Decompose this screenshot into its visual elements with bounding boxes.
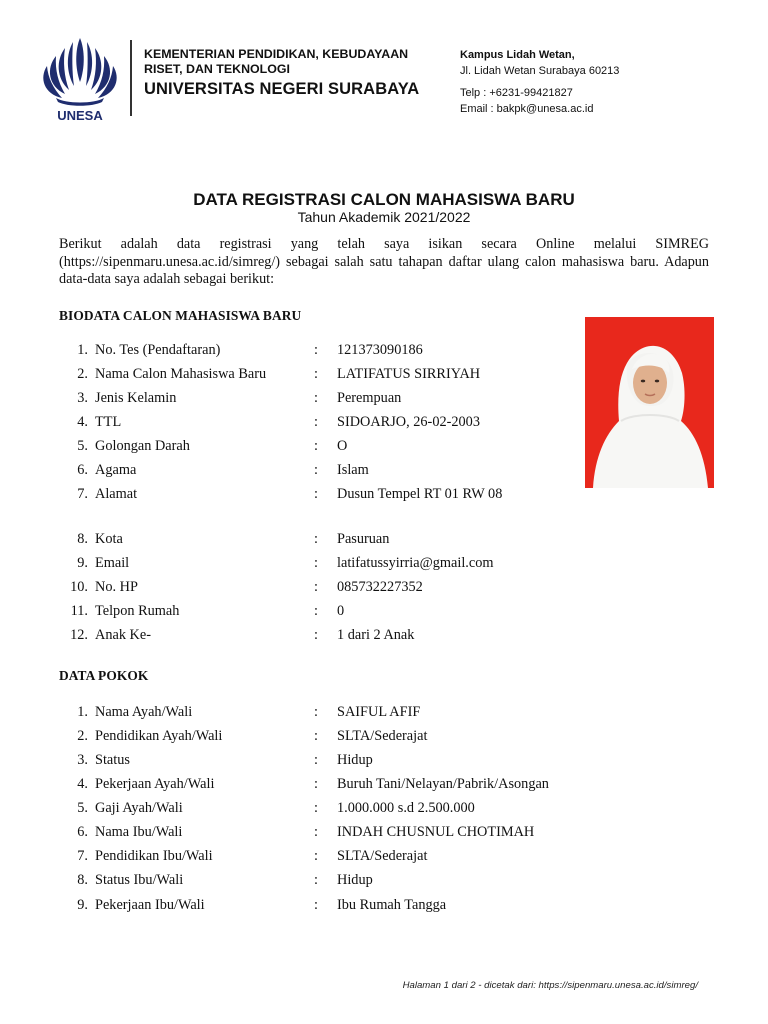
field-separator: : bbox=[314, 752, 318, 768]
field-value: Perempuan bbox=[337, 390, 402, 406]
field-separator: : bbox=[314, 486, 318, 502]
row-number: 5. bbox=[77, 800, 88, 816]
field-label: Status Ibu/Wali bbox=[95, 872, 184, 888]
row-number: 10. bbox=[70, 579, 88, 595]
field-separator: : bbox=[314, 531, 318, 547]
campus-name: Kampus Lidah Wetan, bbox=[460, 49, 575, 61]
row-number: 2. bbox=[77, 366, 88, 382]
field-value: Hidup bbox=[337, 752, 373, 768]
data-pokok-heading: DATA POKOK bbox=[59, 668, 149, 683]
field-label: Kota bbox=[95, 531, 123, 547]
biodata-heading: BIODATA CALON MAHASISWA BARU bbox=[59, 308, 302, 323]
field-separator: : bbox=[314, 390, 318, 406]
row-number: 3. bbox=[77, 390, 88, 406]
row-number: 7. bbox=[77, 486, 88, 502]
unesa-emblem-icon bbox=[36, 32, 124, 124]
field-value: 085732227352 bbox=[337, 579, 423, 595]
campus-phone: Telp : +6231-99421827 bbox=[460, 87, 573, 99]
campus-email: Email : bakpk@unesa.ac.id bbox=[460, 103, 594, 115]
field-separator: : bbox=[314, 366, 318, 382]
header-divider bbox=[130, 40, 132, 116]
field-value: Pasuruan bbox=[337, 531, 390, 547]
row-number: 8. bbox=[77, 872, 88, 888]
field-label: Email bbox=[95, 555, 130, 571]
field-value: INDAH CHUSNUL CHOTIMAH bbox=[337, 824, 535, 840]
field-label: No. HP bbox=[95, 579, 138, 595]
page-footer: Halaman 1 dari 2 - dicetak dari: https://sipenmaru.unesa.ac.id/simreg/ bbox=[402, 980, 698, 991]
field-value: 121373090186 bbox=[337, 342, 423, 358]
field-label: Pekerjaan Ibu/Wali bbox=[95, 897, 205, 913]
field-value: 0 bbox=[337, 603, 345, 619]
field-separator: : bbox=[314, 728, 318, 744]
table-row bbox=[0, 414, 768, 434]
table-row bbox=[0, 728, 768, 748]
field-label: Pendidikan Ibu/Wali bbox=[95, 848, 213, 864]
document-subtitle: Tahun Akademik 2021/2022 bbox=[297, 209, 471, 225]
row-number: 2. bbox=[77, 728, 88, 744]
field-value: Ibu Rumah Tangga bbox=[337, 897, 447, 913]
logo-text: UNESA bbox=[57, 108, 103, 123]
field-label: Nama Ibu/Wali bbox=[95, 824, 183, 840]
field-separator: : bbox=[314, 800, 318, 816]
table-row bbox=[0, 848, 768, 868]
field-value: SLTA/Sederajat bbox=[337, 848, 428, 864]
field-value: SAIFUL AFIF bbox=[337, 704, 421, 720]
field-label: Alamat bbox=[95, 486, 138, 502]
field-label: Jenis Kelamin bbox=[95, 390, 177, 406]
field-separator: : bbox=[314, 342, 318, 358]
table-row bbox=[0, 704, 768, 724]
row-number: 6. bbox=[77, 824, 88, 840]
campus-contact bbox=[460, 47, 619, 117]
table-row bbox=[0, 627, 768, 647]
table-row bbox=[0, 555, 768, 575]
table-row bbox=[0, 486, 768, 506]
table-row bbox=[0, 438, 768, 458]
table-row bbox=[0, 752, 768, 772]
field-value: SIDOARJO, 26-02-2003 bbox=[337, 414, 480, 430]
field-separator: : bbox=[314, 462, 318, 478]
field-label: Agama bbox=[95, 462, 137, 478]
field-separator: : bbox=[314, 897, 318, 913]
table-row bbox=[0, 342, 768, 362]
row-number: 7. bbox=[77, 848, 88, 864]
field-label: No. Tes (Pendaftaran) bbox=[95, 342, 221, 358]
field-value: Buruh Tani/Nelayan/Pabrik/Asongan bbox=[337, 776, 549, 792]
table-row bbox=[0, 579, 768, 599]
ministry-name: KEMENTERIAN PENDIDIKAN, KEBUDAYAAN RISET, DAN TEKNOLOGI bbox=[144, 47, 409, 76]
row-number: 11. bbox=[70, 603, 88, 619]
field-label: Status bbox=[95, 752, 130, 768]
table-row bbox=[0, 776, 768, 796]
table-row bbox=[0, 390, 768, 410]
field-separator: : bbox=[314, 555, 318, 571]
row-number: 9. bbox=[77, 897, 88, 913]
field-label: Anak Ke- bbox=[95, 627, 151, 643]
campus-address: Jl. Lidah Wetan Surabaya 60213 bbox=[460, 65, 620, 77]
table-row bbox=[0, 897, 768, 917]
field-label: Pekerjaan Ayah/Wali bbox=[95, 776, 215, 792]
field-value: LATIFATUS SIRRIYAH bbox=[337, 366, 481, 382]
table-row bbox=[0, 531, 768, 551]
field-value: O bbox=[337, 438, 348, 454]
row-number: 4. bbox=[77, 776, 88, 792]
row-number: 5. bbox=[77, 438, 88, 454]
row-number: 8. bbox=[77, 531, 88, 547]
row-number: 6. bbox=[77, 462, 88, 478]
field-value: Hidup bbox=[337, 872, 373, 888]
table-row bbox=[0, 800, 768, 820]
field-value: latifatussyirria@gmail.com bbox=[337, 555, 494, 571]
field-separator: : bbox=[314, 579, 318, 595]
field-separator: : bbox=[314, 603, 318, 619]
field-label: Telpon Rumah bbox=[95, 603, 180, 619]
field-value: 1.000.000 s.d 2.500.000 bbox=[337, 800, 475, 816]
field-separator: : bbox=[314, 414, 318, 430]
field-separator: : bbox=[314, 627, 318, 643]
row-number: 12. bbox=[70, 627, 88, 643]
field-label: Gaji Ayah/Wali bbox=[95, 800, 183, 816]
unesa-logo bbox=[36, 32, 124, 124]
field-separator: : bbox=[314, 872, 318, 888]
field-label: Golongan Darah bbox=[95, 438, 190, 454]
table-row bbox=[0, 462, 768, 482]
table-row bbox=[0, 824, 768, 844]
field-label: TTL bbox=[95, 414, 122, 430]
field-value: SLTA/Sederajat bbox=[337, 728, 428, 744]
row-number: 4. bbox=[77, 414, 88, 430]
document-title: DATA REGISTRASI CALON MAHASISWA BARU bbox=[193, 190, 575, 209]
university-name: UNIVERSITAS NEGERI SURABAYA bbox=[144, 80, 420, 98]
row-number: 9. bbox=[77, 555, 88, 571]
field-label: Nama Calon Mahasiswa Baru bbox=[95, 366, 267, 382]
row-number: 3. bbox=[77, 752, 88, 768]
field-label: Pendidikan Ayah/Wali bbox=[95, 728, 223, 744]
field-value: Dusun Tempel RT 01 RW 08 bbox=[337, 486, 503, 502]
row-number: 1. bbox=[77, 342, 88, 358]
field-separator: : bbox=[314, 848, 318, 864]
field-label: Nama Ayah/Wali bbox=[95, 704, 193, 720]
field-separator: : bbox=[314, 438, 318, 454]
intro-paragraph: Berikut adalah data registrasi yang telah saya isikan secara Online melalui SIMREG (https://sipenmaru.unesa.ac.id/simreg/) sebagai salah satu tahapan daftar ulang calon mahasiswa baru. Adapun data-data saya adalah sebagai berikut: bbox=[59, 236, 709, 287]
table-row bbox=[0, 366, 768, 386]
field-separator: : bbox=[314, 824, 318, 840]
field-value: Islam bbox=[337, 462, 369, 478]
row-number: 1. bbox=[77, 704, 88, 720]
table-row bbox=[0, 872, 768, 892]
field-separator: : bbox=[314, 776, 318, 792]
table-row bbox=[0, 603, 768, 623]
field-value: 1 dari 2 Anak bbox=[337, 627, 415, 643]
field-separator: : bbox=[314, 704, 318, 720]
